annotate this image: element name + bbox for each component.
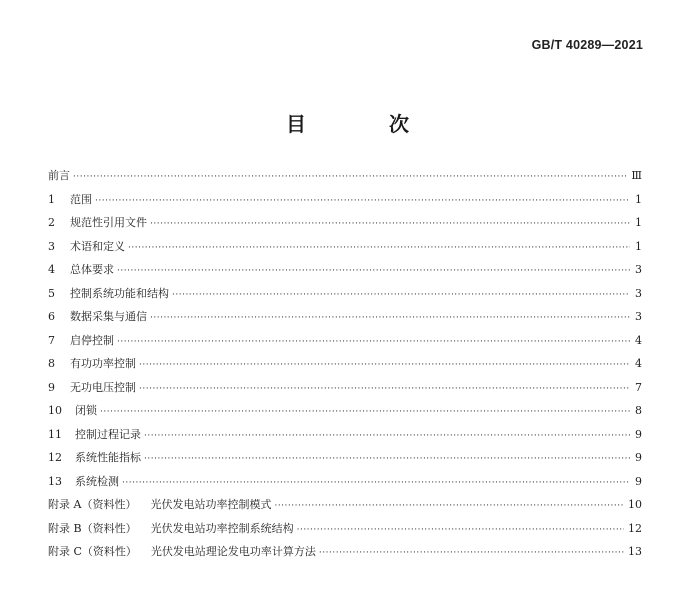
page-title: 目 次 xyxy=(286,112,447,136)
toc-entry-label: 光伏发电站功率控制系统结构 xyxy=(150,521,294,535)
toc-entry-label: 光伏发电站理论发电功率计算方法 xyxy=(150,545,316,558)
toc-entry-6[interactable] xyxy=(48,308,642,332)
toc-entry-label: 系统性能指标 xyxy=(75,451,141,464)
toc-entry-9[interactable] xyxy=(48,379,642,403)
toc-leader-dots xyxy=(144,454,630,465)
toc-entry-label: 有功功率控制 xyxy=(70,357,136,370)
toc-entry-page: 1 xyxy=(635,239,642,253)
toc-entry-number: 7 xyxy=(48,333,55,347)
toc-entry-page: 1 xyxy=(635,192,642,206)
toc-leader-dots xyxy=(319,548,624,559)
toc-entry-page: 3 xyxy=(635,310,642,323)
toc-entry-page: 12 xyxy=(628,521,642,535)
toc-leader-dots xyxy=(150,313,630,324)
toc-entry-label: 光伏发电站功率控制模式 xyxy=(150,498,272,511)
toc-entry-number: 2 xyxy=(48,216,55,229)
toc-entry-label: 数据采集与通信 xyxy=(70,310,147,323)
toc-leader-dots xyxy=(139,384,630,395)
toc-leader-dots xyxy=(297,525,624,536)
toc-leader-dots xyxy=(274,501,624,512)
toc-entry-number: 11 xyxy=(48,427,62,441)
toc-entry-page: 10 xyxy=(628,498,642,511)
toc-entry-label: 范围 xyxy=(70,192,92,206)
toc-entry-page: 4 xyxy=(635,333,642,347)
toc-appendix-id: 附录 C（资料性） xyxy=(48,545,137,558)
toc-entry-number: 9 xyxy=(48,380,55,394)
toc-entry-2[interactable] xyxy=(48,214,642,238)
toc-entry-page: 9 xyxy=(635,427,642,441)
toc-entry-page: 1 xyxy=(635,216,642,229)
toc-entry-8[interactable] xyxy=(48,355,642,379)
toc-leader-dots xyxy=(117,337,630,348)
toc-entry-label: 控制系统功能和结构 xyxy=(70,286,169,300)
toc-leader-dots xyxy=(139,360,630,371)
toc-entry-11[interactable] xyxy=(48,426,642,450)
toc-entry-label: 启停控制 xyxy=(70,333,114,347)
toc-entry-label: 规范性引用文件 xyxy=(70,216,147,229)
toc-entry-page: 9 xyxy=(635,451,642,464)
table-of-contents xyxy=(48,167,642,567)
toc-entry-appendix-a[interactable] xyxy=(48,496,642,520)
toc-appendix-id: 附录 A（资料性） xyxy=(48,498,137,511)
toc-entry-number: 3 xyxy=(48,239,55,253)
toc-entry-label: 控制过程记录 xyxy=(75,427,141,441)
toc-entry-label: 闭锁 xyxy=(75,404,97,417)
toc-entry-foreword[interactable] xyxy=(48,167,642,191)
toc-entry-appendix-c[interactable] xyxy=(48,543,642,567)
toc-entry-page: Ⅲ xyxy=(631,169,642,182)
toc-entry-label: 前言 xyxy=(48,169,70,182)
toc-entry-13[interactable] xyxy=(48,473,642,497)
toc-entry-1[interactable] xyxy=(48,191,642,215)
toc-entry-4[interactable] xyxy=(48,261,642,285)
toc-entry-number: 8 xyxy=(48,357,55,370)
toc-leader-dots xyxy=(122,478,630,489)
toc-entry-number: 13 xyxy=(48,474,62,488)
toc-entry-page: 4 xyxy=(635,357,642,370)
toc-entry-page: 7 xyxy=(635,380,642,394)
toc-entry-10[interactable] xyxy=(48,402,642,426)
toc-leader-dots xyxy=(150,219,630,230)
toc-entry-page: 8 xyxy=(635,404,642,417)
toc-leader-dots xyxy=(144,431,630,442)
toc-entry-label: 总体要求 xyxy=(70,263,114,276)
toc-entry-number: 10 xyxy=(48,404,62,417)
toc-entry-label: 术语和定义 xyxy=(70,239,125,253)
toc-entry-label: 系统检测 xyxy=(75,474,119,488)
toc-entry-number: 1 xyxy=(48,192,55,206)
toc-entry-number: 5 xyxy=(48,286,55,300)
toc-leader-dots xyxy=(172,290,630,301)
toc-entry-page: 13 xyxy=(628,545,642,558)
toc-entry-5[interactable] xyxy=(48,285,642,309)
toc-entry-number: 4 xyxy=(48,263,55,276)
toc-entry-appendix-b[interactable] xyxy=(48,520,642,544)
toc-entry-page: 3 xyxy=(635,286,642,300)
toc-leader-dots xyxy=(117,266,630,277)
toc-entry-label: 无功电压控制 xyxy=(70,380,136,394)
toc-entry-7[interactable] xyxy=(48,332,642,356)
toc-entry-12[interactable] xyxy=(48,449,642,473)
toc-leader-dots xyxy=(128,243,630,254)
standard-code: GB/T 40289—2021 xyxy=(531,38,643,52)
toc-entry-page: 9 xyxy=(635,474,642,488)
toc-leader-dots xyxy=(73,172,627,183)
toc-entry-number: 6 xyxy=(48,310,55,323)
toc-appendix-id: 附录 B（资料性） xyxy=(48,521,137,535)
toc-leader-dots xyxy=(95,196,630,207)
toc-entry-page: 3 xyxy=(635,263,642,276)
toc-entry-number: 12 xyxy=(48,451,62,464)
toc-leader-dots xyxy=(100,407,630,418)
toc-entry-3[interactable] xyxy=(48,238,642,262)
